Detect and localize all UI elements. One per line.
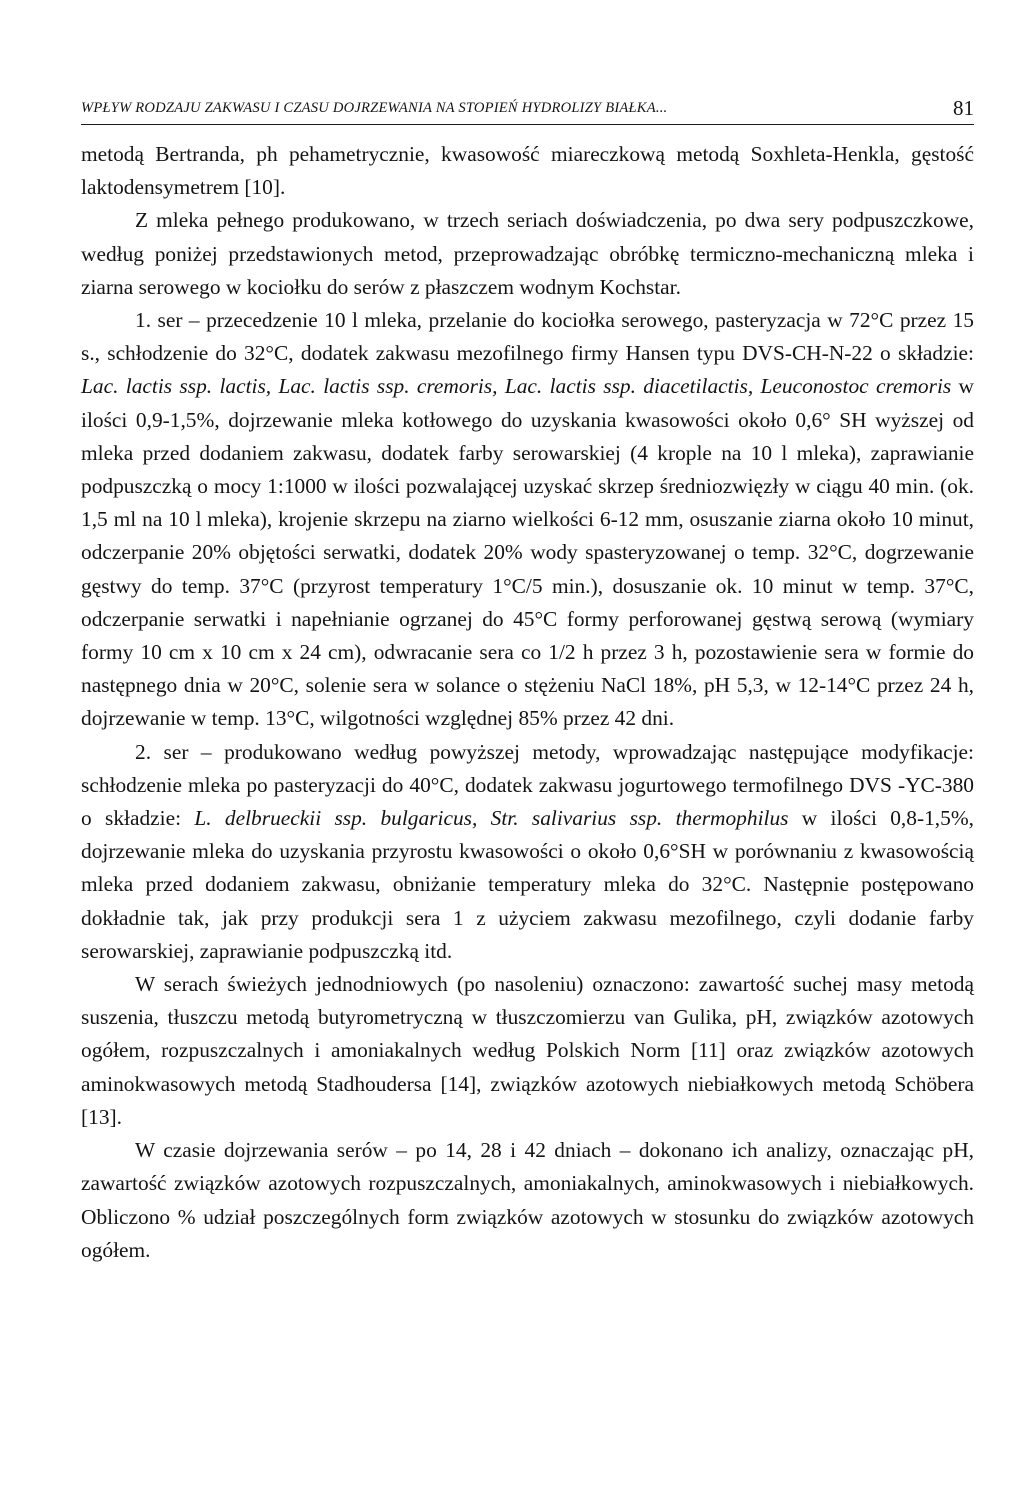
paragraph: [81, 968, 974, 1134]
text-run: w ilości 0,9-1,5%, dojrzewanie mleka kotłowego do uzyskania kwasowości około 0,6° SH wyższej od mleka przed dodaniem zakwasu, dodatek farby serowarskiej (4 krople na 10 l mleka), zaprawianie podpuszczką o mocy 1:1000 w ilości pozwalającej uzyskać skrzep średniozwięzły w ciągu 40 min. (ok. 1,5 ml na 10 l mleka), krojenie skrzepu na ziarno wielkości 6-12 mm, osuszanie ziarna około 10 minut, odczerpanie 20% objętości serwatki, dodatek 20% wody spasteryzowanej o temp. 32°C, dogrzewanie gęstwy do temp. 37°C (przyrost temperatury 1°C/5 min.), dosuszanie ok. 10 minut w temp. 37°C, odczerpanie serwatki i napełnianie ogrzanej do 45°C formy perforowanej gęstwą serową (wymiary formy 10 cm x 10 cm x 24 cm), odwracanie sera co 1/2 h przez 3 h, pozostawienie sera w formie do następnego dnia w 20°C, solenie sera w solance o stężeniu NaCl 18%, pH 5,3, w 12-14°C przez 24 h, dojrzewanie w temp. 13°C, wilgotności względnej 85% przez 42 dni.: [81, 374, 974, 731]
paragraph: [81, 304, 974, 736]
text-run: W serach świeżych jednodniowych (po nasoleniu) oznaczono: zawartość suchej masy metodą suszenia, tłuszczu metodą butyrometryczną w tłuszczomierzu van Gulika, pH, związków azotowych ogółem, rozpuszczalnych i amoniakalnych według Polskich Norm [11] oraz związków azotowych aminokwasowych metodą Stadhoudersa [14], związków azotowych niebiałkowych metodą Schöbera [13].: [81, 972, 974, 1129]
running-title: WPŁYW RODZAJU ZAKWASU I CZASU DOJRZEWANIA NA STOPIEŃ HYDROLIZY BIAŁKA...: [81, 100, 668, 116]
text-run: W czasie dojrzewania serów – po 14, 28 i 42 dniach – dokonano ich analizy, oznaczając pH, zawartość związków azotowych rozpuszczalnych, amoniakalnych, aminokwasowych i niebiałkowych. Obliczono % udział poszczególnych form związków azotowych w stosunku do związków azotowych ogółem.: [81, 1138, 974, 1262]
running-header: [81, 94, 974, 125]
text-run: Z mleka pełnego produkowano, w trzech seriach doświadczenia, po dwa sery podpuszczkowe, według poniżej przedstawionych metod, przeprowadzając obróbkę termiczno-mechaniczną mleka i ziarna serowego w kociołku do serów z płaszczem wodnym Kochstar.: [81, 208, 974, 299]
text-run: 1. ser – przecedzenie 10 l mleka, przelanie do kociołka serowego, pasteryzacja w 72°C przez 15 s., schłodzenie do 32°C, dodatek zakwasu mezofilnego firmy Hansen typu DVS-CH-N-22 o składzie:: [81, 308, 974, 366]
paragraph: [81, 138, 974, 204]
paragraph: [81, 736, 974, 968]
italic-species-name: L. delbrueckii ssp. bulgaricus, Str. salivarius ssp. thermophilus: [194, 806, 789, 831]
text-run: w ilości 0,8-1,5%, dojrzewanie mleka do uzyskania przyrostu kwasowości o około 0,6°SH w porównaniu z kwasowością mleka przed dodaniem zakwasu, obniżanie temperatury mleka do 32°C. Następnie postępowano dokładnie tak, jak przy produkcji sera 1 z użyciem zakwasu mezofilnego, czyli dodanie farby serowarskiej, zaprawianie podpuszczką itd.: [81, 806, 974, 963]
body-text: [81, 138, 974, 1267]
paragraph: [81, 1134, 974, 1267]
paragraph: [81, 204, 974, 304]
italic-species-name: Lac. lactis ssp. lactis, Lac. lactis ssp. cremoris, Lac. lactis ssp. diacetilactis, Leuconostoc cremoris: [81, 374, 952, 399]
text-run: metodą Bertranda, ph pehametrycznie, kwasowość miareczkową metodą Soxhleta-Henkla, gęstość laktodensymetrem [10].: [81, 142, 974, 200]
text-run: 2. ser – produkowano według powyższej metody, wprowadzając następujące modyfikacje: schłodzenie mleka po pasteryzacji do 40°C, dodatek zakwasu jogurtowego termofilnego DVS -YC-380 o składzie:: [81, 739, 974, 831]
page-number: 81: [953, 96, 974, 120]
